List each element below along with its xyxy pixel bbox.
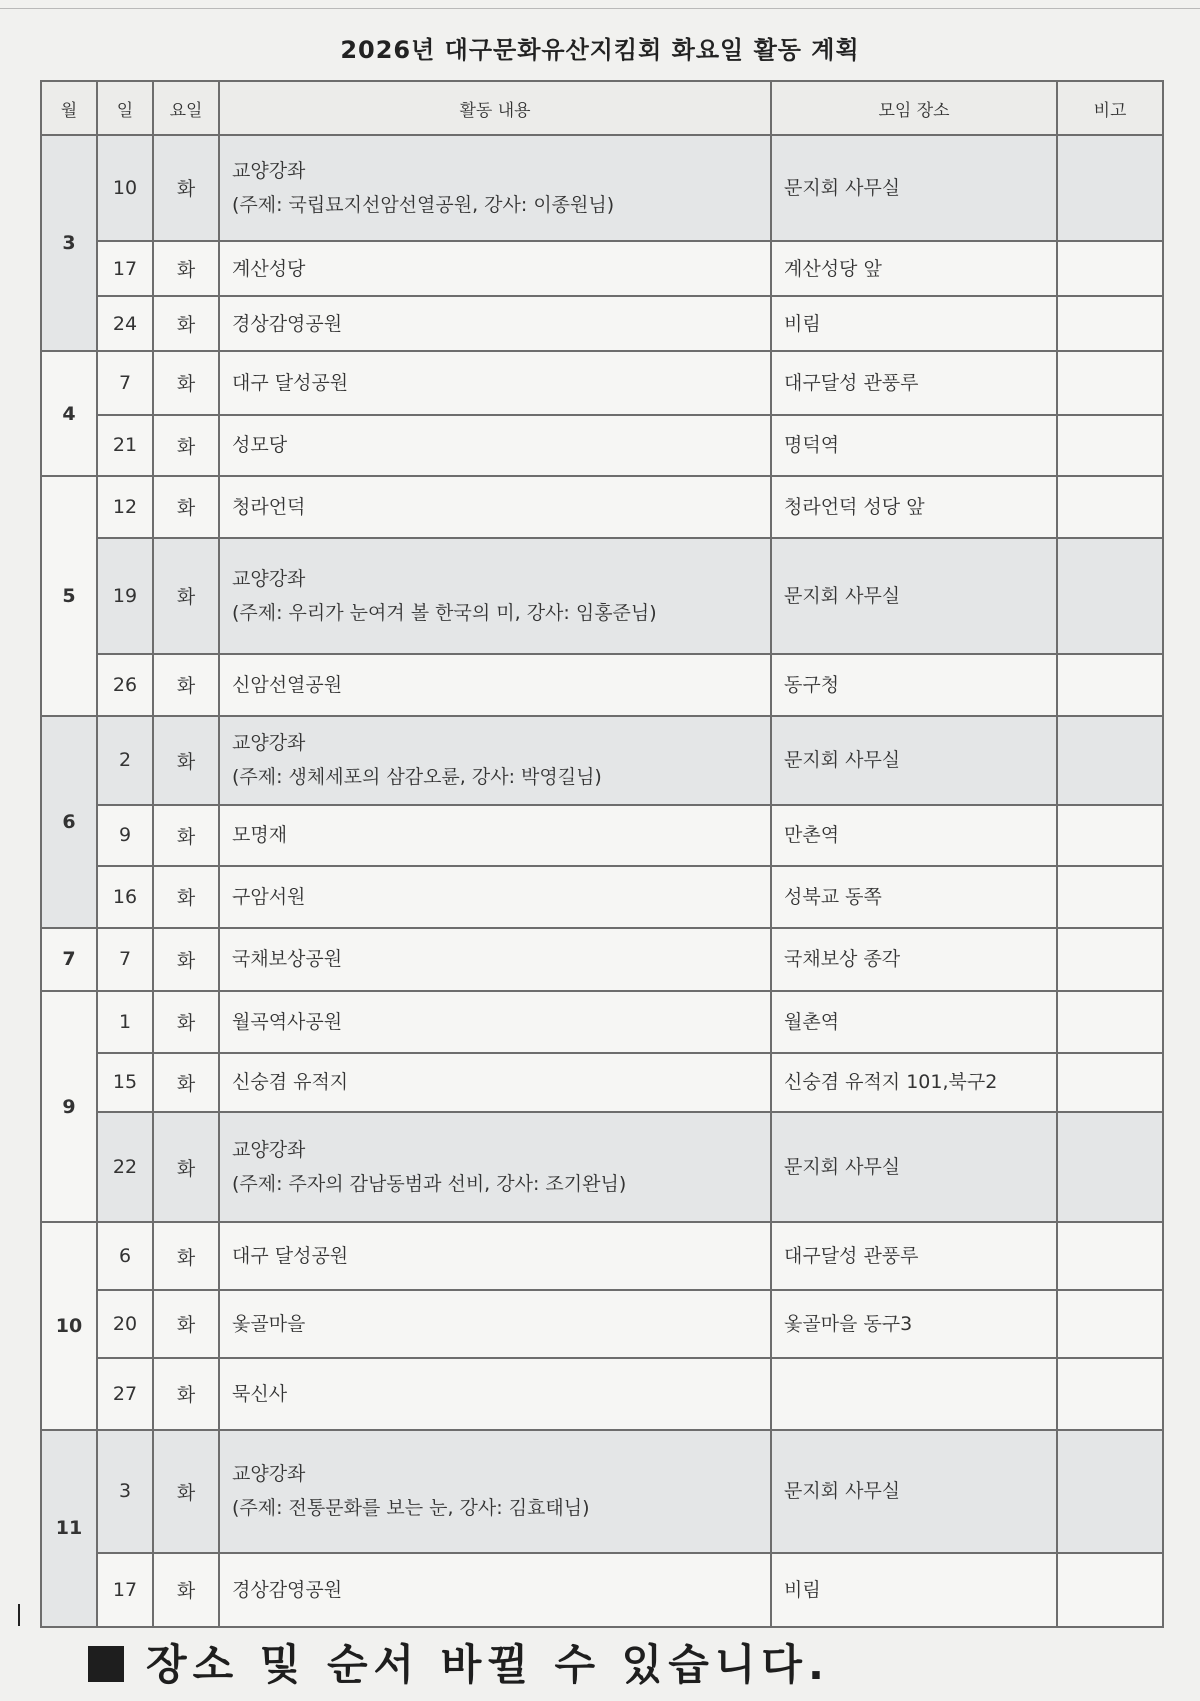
table-row — [41, 716, 1163, 805]
weekday-cell: 화 — [153, 866, 219, 927]
square-bullet-icon — [88, 1646, 124, 1682]
day-cell: 27 — [97, 1358, 153, 1430]
day-cell: 1 — [97, 991, 153, 1052]
month-cell: 11 — [41, 1430, 97, 1627]
place-cell: 대구달성 관풍루 — [771, 351, 1057, 415]
table-row — [41, 1553, 1163, 1627]
page-title: 2026년 대구문화유산지킴회 화요일 활동 계획 — [340, 36, 860, 64]
weekday-cell: 화 — [153, 928, 219, 992]
place-cell: 국채보상 종각 — [771, 928, 1057, 992]
activity-cell: 대구 달성공원 — [219, 1222, 771, 1290]
activity-cell — [219, 716, 771, 805]
table-row — [41, 1430, 1163, 1553]
note-cell — [1057, 296, 1163, 351]
day-cell: 17 — [97, 241, 153, 296]
activity-cell: 계산성당 — [219, 241, 771, 296]
table-row — [41, 296, 1163, 351]
day-cell: 21 — [97, 415, 153, 476]
place-cell: 신숭겸 유적지 101,북구2 — [771, 1053, 1057, 1112]
activity-subtitle: (주제: 주자의 감남동범과 선비, 강사: 조기완님) — [232, 1173, 627, 1195]
note-cell — [1057, 1290, 1163, 1358]
weekday-cell: 화 — [153, 1430, 219, 1553]
header-day: 일 — [97, 81, 153, 135]
activity-cell: 청라언덕 — [219, 476, 771, 537]
note-cell — [1057, 1430, 1163, 1553]
header-weekday: 요일 — [153, 81, 219, 135]
table-row — [41, 415, 1163, 476]
day-cell: 10 — [97, 135, 153, 241]
place-cell: 비림 — [771, 1553, 1057, 1627]
activity-cell: 신암선열공원 — [219, 654, 771, 715]
weekday-cell: 화 — [153, 415, 219, 476]
header-activity: 활동 내용 — [219, 81, 771, 135]
activity-subtitle: (주제: 국립묘지선암선열공원, 강사: 이종원님) — [232, 193, 615, 216]
place-cell: 대구달성 관풍루 — [771, 1222, 1057, 1290]
note-cell — [1057, 351, 1163, 415]
activity-cell — [219, 538, 771, 655]
weekday-cell: 화 — [153, 296, 219, 351]
month-cell: 7 — [41, 928, 97, 992]
table-row — [41, 654, 1163, 715]
table-row — [41, 351, 1163, 415]
weekday-cell: 화 — [153, 241, 219, 296]
place-cell: 명덕역 — [771, 415, 1057, 476]
weekday-cell: 화 — [153, 351, 219, 415]
note-cell — [1057, 866, 1163, 927]
month-cell: 6 — [41, 716, 97, 928]
day-cell: 9 — [97, 805, 153, 866]
place-cell — [771, 1358, 1057, 1430]
place-cell: 문지회 사무실 — [771, 1112, 1057, 1222]
weekday-cell: 화 — [153, 991, 219, 1052]
place-cell: 문지회 사무실 — [771, 538, 1057, 655]
day-cell: 26 — [97, 654, 153, 715]
header-place: 모임 장소 — [771, 81, 1057, 135]
note-cell — [1057, 538, 1163, 655]
table-row — [41, 866, 1163, 927]
day-cell: 20 — [97, 1290, 153, 1358]
activity-title: 교양강좌 — [232, 159, 306, 182]
note-cell — [1057, 1553, 1163, 1627]
table-header-row — [41, 81, 1163, 135]
note-cell — [1057, 1222, 1163, 1290]
day-cell: 7 — [97, 351, 153, 415]
activity-cell — [219, 1112, 771, 1222]
activity-subtitle: (주제: 전통문화를 보는 눈, 강사: 김효태님) — [232, 1497, 590, 1520]
activity-cell: 구암서원 — [219, 866, 771, 927]
note-cell — [1057, 1112, 1163, 1222]
day-cell: 2 — [97, 716, 153, 805]
schedule-table — [40, 80, 1164, 1628]
footer-note-text: 장소 및 순서 바뀔 수 있습니다. — [146, 1640, 830, 1689]
day-cell: 12 — [97, 476, 153, 537]
day-cell: 19 — [97, 538, 153, 655]
activity-title: 교양강좌 — [232, 1139, 306, 1161]
text-cursor — [18, 1604, 20, 1626]
table-row — [41, 928, 1163, 992]
activity-cell: 월곡역사공원 — [219, 991, 771, 1052]
table-row — [41, 1358, 1163, 1430]
table-row — [41, 538, 1163, 655]
place-cell: 문지회 사무실 — [771, 1430, 1057, 1553]
activity-cell: 대구 달성공원 — [219, 351, 771, 415]
note-cell — [1057, 805, 1163, 866]
activity-cell: 옻골마을 — [219, 1290, 771, 1358]
note-cell — [1057, 476, 1163, 537]
weekday-cell: 화 — [153, 1112, 219, 1222]
table-row — [41, 1053, 1163, 1112]
day-cell: 22 — [97, 1112, 153, 1222]
activity-subtitle: (주제: 우리가 눈여겨 볼 한국의 미, 강사: 임홍준님) — [232, 601, 657, 624]
activity-subtitle: (주제: 생체세포의 삼감오륜, 강사: 박영길님) — [232, 766, 602, 789]
place-cell: 월촌역 — [771, 991, 1057, 1052]
place-cell: 동구청 — [771, 654, 1057, 715]
weekday-cell: 화 — [153, 1553, 219, 1627]
table-row — [41, 1222, 1163, 1290]
activity-cell: 모명재 — [219, 805, 771, 866]
note-cell — [1057, 241, 1163, 296]
activity-cell: 성모당 — [219, 415, 771, 476]
header-note: 비고 — [1057, 81, 1163, 135]
table-row — [41, 476, 1163, 537]
place-cell: 계산성당 앞 — [771, 241, 1057, 296]
day-cell: 24 — [97, 296, 153, 351]
day-cell: 15 — [97, 1053, 153, 1112]
table-row — [41, 1290, 1163, 1358]
note-cell — [1057, 716, 1163, 805]
place-cell: 청라언덕 성당 앞 — [771, 476, 1057, 537]
note-cell — [1057, 1053, 1163, 1112]
table-row — [41, 805, 1163, 866]
place-cell: 문지회 사무실 — [771, 716, 1057, 805]
table-row — [41, 241, 1163, 296]
note-cell — [1057, 928, 1163, 992]
weekday-cell: 화 — [153, 1358, 219, 1430]
note-cell — [1057, 654, 1163, 715]
month-cell: 3 — [41, 135, 97, 351]
footer-note — [88, 1632, 830, 1692]
table-row — [41, 991, 1163, 1052]
day-cell: 3 — [97, 1430, 153, 1553]
day-cell: 17 — [97, 1553, 153, 1627]
weekday-cell: 화 — [153, 1053, 219, 1112]
month-cell: 9 — [41, 991, 97, 1222]
activity-cell — [219, 1430, 771, 1553]
place-cell: 만촌역 — [771, 805, 1057, 866]
note-cell — [1057, 415, 1163, 476]
weekday-cell: 화 — [153, 716, 219, 805]
activity-title: 교양강좌 — [232, 567, 306, 590]
weekday-cell: 화 — [153, 538, 219, 655]
month-cell: 5 — [41, 476, 97, 715]
activity-cell: 경상감영공원 — [219, 296, 771, 351]
note-cell — [1057, 1358, 1163, 1430]
activity-cell: 경상감영공원 — [219, 1553, 771, 1627]
activity-cell — [219, 135, 771, 241]
place-cell: 문지회 사무실 — [771, 135, 1057, 241]
weekday-cell: 화 — [153, 1222, 219, 1290]
page-top-rule — [0, 0, 1200, 9]
header-month: 월 — [41, 81, 97, 135]
activity-title: 교양강좌 — [232, 732, 306, 755]
month-cell: 4 — [41, 351, 97, 476]
weekday-cell: 화 — [153, 135, 219, 241]
weekday-cell: 화 — [153, 1290, 219, 1358]
note-cell — [1057, 991, 1163, 1052]
weekday-cell: 화 — [153, 654, 219, 715]
day-cell: 6 — [97, 1222, 153, 1290]
month-cell: 10 — [41, 1222, 97, 1430]
activity-cell: 국채보상공원 — [219, 928, 771, 992]
day-cell: 16 — [97, 866, 153, 927]
place-cell: 옻골마을 동구3 — [771, 1290, 1057, 1358]
weekday-cell: 화 — [153, 476, 219, 537]
day-cell: 7 — [97, 928, 153, 992]
weekday-cell: 화 — [153, 805, 219, 866]
table-row — [41, 135, 1163, 241]
activity-cell: 묵신사 — [219, 1358, 771, 1430]
activity-title: 교양강좌 — [232, 1463, 306, 1486]
place-cell: 성북교 동쪽 — [771, 866, 1057, 927]
table-row — [41, 1112, 1163, 1222]
place-cell: 비림 — [771, 296, 1057, 351]
activity-cell: 신숭겸 유적지 — [219, 1053, 771, 1112]
note-cell — [1057, 135, 1163, 241]
